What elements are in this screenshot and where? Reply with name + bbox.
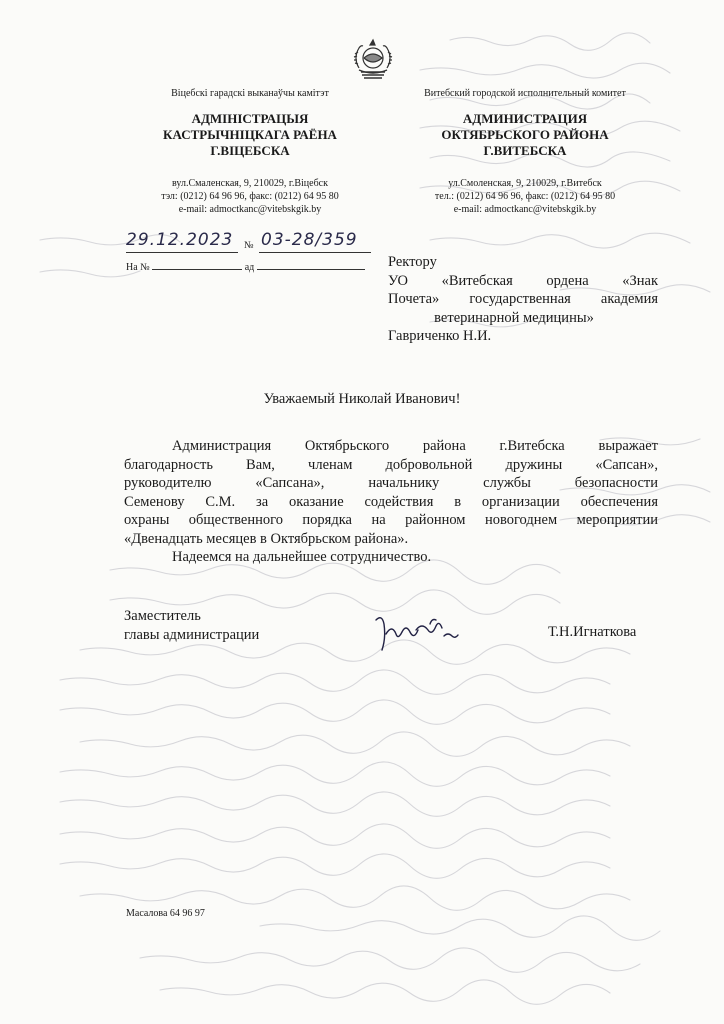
body-line: охраны общественного порядка на районном новогоднем мероприятии (124, 512, 658, 528)
contact-details-be (135, 177, 365, 216)
organization-name-ru: АДМИНИСТРАЦИЯ ОКТЯБРЬСКОГО РАЙОНА Г.ВИТЕБСКА (441, 111, 609, 158)
body-line: благодарность Вам, членам добровольной дружины «Сапсан», (124, 456, 658, 473)
organization-name-be: АДМІНІСТРАЦЫЯ КАСТРЫЧНІЦКАГА РАЁНА Г.ВІЦЕБСКА (163, 111, 337, 158)
phone-be: тэл: (0212) 64 96 96, факс: (0212) 64 95 80 (161, 191, 339, 202)
number-underline (259, 252, 371, 253)
signatory-title: Заместитель главы администрации (124, 608, 260, 643)
address-be: вул.Смаленская, 9, 210029, г.Віцебск (172, 178, 328, 189)
date-underline (126, 252, 238, 253)
city-committee-name-ru: Витебский городской исполнительный комитет (424, 88, 626, 99)
reference-date-blank (257, 269, 365, 270)
reference-blank (152, 269, 242, 270)
email-be: e-mail: admoctkanc@vitebskgik.by (178, 204, 322, 215)
address-ru: ул.Смоленская, 9, 210029, г.Витебск (448, 178, 602, 189)
addressee-org-line1: УО «Витебская ордена «Знак (388, 272, 658, 289)
body-line: «Двенадцать месяцев в Октябрьском района». (124, 530, 409, 547)
registration-date: 29.12.2023 (126, 230, 234, 250)
handwritten-signature (372, 610, 472, 654)
body-line: Семенову С.М. за оказание содействия в организации обеспечения (124, 493, 658, 510)
contact-details-ru (390, 177, 660, 216)
header-left-belarusian (135, 88, 365, 216)
body-line: Администрация Октябрьского района г.Витебска выражает (172, 438, 658, 454)
state-emblem-icon (350, 38, 396, 84)
email-ru: e-mail: admoctkanc@vitebskgik.by (453, 204, 597, 215)
addressee-position: Ректору (388, 254, 437, 270)
registration-line (126, 230, 376, 256)
executor-contact: Масалова 64 96 97 (126, 908, 205, 919)
city-committee-name-be: Віцебскі гарадскі выканаўчы камітэт (171, 88, 329, 99)
reference-line (126, 262, 365, 273)
letter-body (124, 437, 658, 567)
body-line: руководителю «Сапсана», начальнику службы безопасности (124, 475, 658, 491)
signer-name: Т.Н.Игнаткова (548, 624, 637, 640)
addressee-block (388, 253, 658, 346)
phone-ru: тел.: (0212) 64 96 96, факс: (0212) 64 95 80 (434, 191, 616, 202)
body-closing-line: Надеемся на дальнейшее сотрудничество. (172, 549, 432, 565)
registration-number: 03-28/359 (261, 230, 358, 250)
reference-label: На № (126, 262, 150, 273)
header-right-russian (390, 88, 660, 216)
salutation: Уважаемый Николай Иванович! (263, 391, 461, 407)
addressee-org-line3: ветеринарной медицины» (434, 309, 594, 326)
addressee-org-line2: Почета» государственная академия (388, 291, 658, 307)
registration-number-label: № (244, 240, 254, 251)
reference-from-label: ад (244, 262, 255, 273)
addressee-name: Гавриченко Н.И. (388, 328, 492, 344)
